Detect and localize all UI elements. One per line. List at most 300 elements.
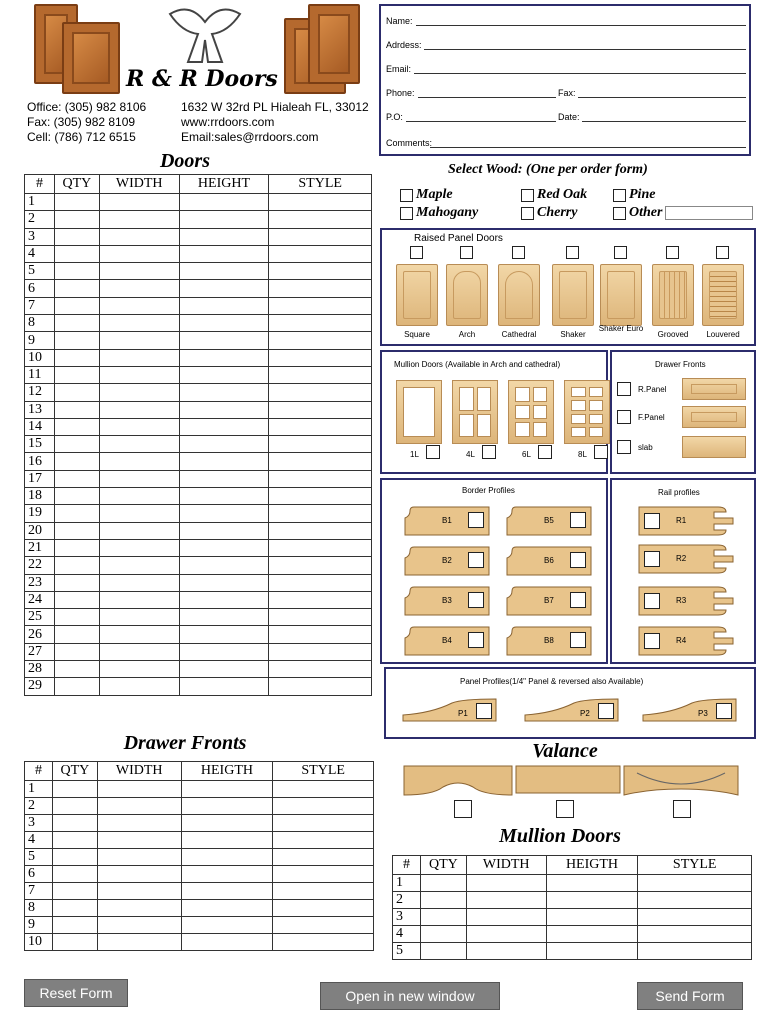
- logo-door-image-left-2: [62, 22, 120, 94]
- row-number: 19: [25, 505, 55, 522]
- height-cell[interactable]: [179, 609, 269, 626]
- height-cell[interactable]: [179, 194, 269, 211]
- width-cell[interactable]: [99, 539, 179, 556]
- height-cell[interactable]: [546, 875, 638, 892]
- mullion-options-panel: [380, 350, 608, 474]
- qty-cell[interactable]: [54, 557, 99, 574]
- door-row: [25, 574, 372, 591]
- border-B8-checkbox[interactable]: [570, 632, 586, 648]
- height-cell[interactable]: [179, 436, 269, 453]
- mahogany-checkbox[interactable]: [400, 207, 413, 220]
- row-number: 7: [25, 883, 53, 900]
- border-B8-label: B8: [544, 636, 554, 645]
- width-cell[interactable]: [99, 678, 179, 695]
- style-cell[interactable]: [269, 643, 372, 660]
- mullion-doors-title: Mullion Doors: [499, 825, 621, 847]
- raised-square-checkbox[interactable]: [410, 246, 423, 259]
- height-cell[interactable]: [179, 557, 269, 574]
- valance-2-checkbox[interactable]: [556, 800, 574, 818]
- style-cell[interactable]: [269, 505, 372, 522]
- height-cell[interactable]: [179, 643, 269, 660]
- style-cell[interactable]: [269, 245, 372, 262]
- height-cell[interactable]: [179, 539, 269, 556]
- red-oak-checkbox[interactable]: [521, 189, 534, 202]
- height-cell[interactable]: [179, 349, 269, 366]
- border-B4-label: B4: [442, 636, 452, 645]
- door-row: [25, 678, 372, 695]
- drawer-fronts-title: Drawer Fronts: [123, 732, 247, 754]
- raised-grooved-label: Grooved: [657, 330, 689, 339]
- rail-R1-checkbox[interactable]: [644, 513, 660, 529]
- height-cell[interactable]: [546, 909, 638, 926]
- row-number: 14: [25, 418, 55, 435]
- qty-cell[interactable]: [54, 453, 99, 470]
- other-input[interactable]: [665, 206, 753, 220]
- qty-cell[interactable]: [52, 883, 97, 900]
- height-cell[interactable]: [546, 892, 638, 909]
- qty-cell[interactable]: [54, 384, 99, 401]
- width-cell[interactable]: [99, 591, 179, 608]
- qty-cell[interactable]: [54, 228, 99, 245]
- qty-cell[interactable]: [54, 626, 99, 643]
- row-number: 8: [25, 900, 53, 917]
- width-cell[interactable]: [97, 781, 181, 798]
- raised-arch-checkbox[interactable]: [460, 246, 473, 259]
- width-cell[interactable]: [97, 866, 181, 883]
- raised-grooved-checkbox[interactable]: [666, 246, 679, 259]
- height-cell[interactable]: [179, 591, 269, 608]
- width-cell[interactable]: [99, 643, 179, 660]
- brand-name: R & R Doors: [126, 66, 278, 92]
- style-cell[interactable]: [269, 522, 372, 539]
- height-cell[interactable]: [546, 943, 638, 960]
- width-cell[interactable]: [97, 798, 181, 815]
- width-cell[interactable]: [99, 661, 179, 678]
- qty-cell[interactable]: [54, 349, 99, 366]
- valance-1-checkbox[interactable]: [454, 800, 472, 818]
- qty-cell[interactable]: [52, 900, 97, 917]
- height-cell[interactable]: [181, 798, 273, 815]
- style-cell[interactable]: [269, 263, 372, 280]
- rail-R3-checkbox[interactable]: [644, 593, 660, 609]
- door-row: [25, 522, 372, 539]
- rail-R4-checkbox[interactable]: [644, 633, 660, 649]
- qty-cell[interactable]: [52, 866, 97, 883]
- width-cell[interactable]: [99, 384, 179, 401]
- border-B3-checkbox[interactable]: [468, 592, 484, 608]
- address-field[interactable]: [386, 40, 746, 50]
- width-cell[interactable]: [99, 626, 179, 643]
- drawer-option-1-checkbox[interactable]: [617, 410, 631, 424]
- style-cell[interactable]: [273, 866, 374, 883]
- reset-form-button[interactable]: Reset Form: [24, 979, 128, 1007]
- po-field[interactable]: [386, 112, 556, 122]
- qty-cell[interactable]: [54, 661, 99, 678]
- drawer-row: [25, 781, 374, 798]
- cherry-checkbox[interactable]: [521, 207, 534, 220]
- style-cell[interactable]: [273, 900, 374, 917]
- width-cell[interactable]: [99, 574, 179, 591]
- qty-cell[interactable]: [54, 436, 99, 453]
- width-cell[interactable]: [99, 332, 179, 349]
- raised-panel-doors-panel: [380, 228, 756, 346]
- open-new-window-button[interactable]: Open in new window: [320, 982, 500, 1010]
- width-cell[interactable]: [99, 366, 179, 383]
- qty-cell[interactable]: [420, 943, 466, 960]
- style-cell[interactable]: [638, 892, 752, 909]
- qty-cell[interactable]: [52, 917, 97, 934]
- qty-cell[interactable]: [54, 280, 99, 297]
- mullion-6L-checkbox[interactable]: [538, 445, 552, 459]
- cherry-label: Cherry: [537, 205, 578, 220]
- height-cell[interactable]: [181, 866, 273, 883]
- border-B6-checkbox[interactable]: [570, 552, 586, 568]
- panel-P2-checkbox[interactable]: [598, 703, 614, 719]
- raised-shaker-checkbox[interactable]: [566, 246, 579, 259]
- height-cell[interactable]: [179, 470, 269, 487]
- width-cell[interactable]: [99, 349, 179, 366]
- logo-door-image-right-2: [308, 4, 360, 84]
- width-cell[interactable]: [97, 900, 181, 917]
- qty-cell[interactable]: [54, 643, 99, 660]
- style-cell[interactable]: [273, 781, 374, 798]
- style-cell[interactable]: [269, 280, 372, 297]
- style-cell[interactable]: [269, 626, 372, 643]
- style-cell[interactable]: [273, 917, 374, 934]
- style-cell[interactable]: [269, 591, 372, 608]
- row-number: 22: [25, 557, 55, 574]
- rail-R2-checkbox[interactable]: [644, 551, 660, 567]
- drawer-option-0-label: R.Panel: [638, 385, 667, 394]
- fax-field[interactable]: [558, 88, 746, 98]
- style-cell[interactable]: [269, 436, 372, 453]
- panel-P3-checkbox[interactable]: [716, 703, 732, 719]
- style-cell[interactable]: [269, 678, 372, 695]
- qty-cell[interactable]: [54, 297, 99, 314]
- style-cell[interactable]: [269, 315, 372, 332]
- style-cell[interactable]: [273, 815, 374, 832]
- height-cell[interactable]: [181, 781, 273, 798]
- qty-cell[interactable]: [420, 875, 466, 892]
- width-cell[interactable]: [97, 934, 181, 951]
- style-cell[interactable]: [269, 609, 372, 626]
- qty-cell[interactable]: [54, 591, 99, 608]
- wood-red-oak[interactable]: [521, 187, 587, 203]
- wood-pine[interactable]: [613, 187, 655, 203]
- mullion-4L-image: [452, 380, 498, 444]
- width-cell[interactable]: [99, 522, 179, 539]
- height-cell[interactable]: [179, 574, 269, 591]
- qty-cell[interactable]: [54, 539, 99, 556]
- raised-cathedral-checkbox[interactable]: [512, 246, 525, 259]
- height-cell[interactable]: [179, 418, 269, 435]
- row-number: 13: [25, 401, 55, 418]
- qty-cell[interactable]: [54, 401, 99, 418]
- height-cell[interactable]: [179, 522, 269, 539]
- qty-cell[interactable]: [54, 418, 99, 435]
- style-cell[interactable]: [269, 211, 372, 228]
- border-B5-checkbox[interactable]: [570, 512, 586, 528]
- style-cell[interactable]: [269, 228, 372, 245]
- width-cell[interactable]: [99, 315, 179, 332]
- height-cell[interactable]: [179, 401, 269, 418]
- doors-table: [24, 174, 372, 696]
- mullion-1L-image: [396, 380, 442, 444]
- width-cell[interactable]: [97, 849, 181, 866]
- style-cell[interactable]: [269, 194, 372, 211]
- height-cell[interactable]: [181, 917, 273, 934]
- width-cell[interactable]: [466, 875, 546, 892]
- date-field[interactable]: [558, 112, 746, 122]
- qty-cell[interactable]: [54, 263, 99, 280]
- style-cell[interactable]: [273, 832, 374, 849]
- height-cell[interactable]: [546, 926, 638, 943]
- height-cell[interactable]: [179, 488, 269, 505]
- other-label: Other: [629, 205, 663, 220]
- mullion-8L-image: [564, 380, 610, 444]
- drawer-option-0-checkbox[interactable]: [617, 382, 631, 396]
- row-number: 10: [25, 934, 53, 951]
- door-row: [25, 228, 372, 245]
- width-cell[interactable]: [99, 194, 179, 211]
- qty-cell[interactable]: [420, 909, 466, 926]
- qty-cell[interactable]: [54, 332, 99, 349]
- style-cell[interactable]: [269, 488, 372, 505]
- drawer-row: [25, 815, 374, 832]
- style-cell[interactable]: [273, 883, 374, 900]
- border-B7-checkbox[interactable]: [570, 592, 586, 608]
- style-cell[interactable]: [269, 401, 372, 418]
- height-cell[interactable]: [181, 849, 273, 866]
- style-cell[interactable]: [638, 926, 752, 943]
- qty-cell[interactable]: [54, 245, 99, 262]
- height-cell[interactable]: [179, 678, 269, 695]
- raised-euro-image: [600, 264, 642, 326]
- height-cell[interactable]: [181, 883, 273, 900]
- qty-cell[interactable]: [54, 211, 99, 228]
- height-cell[interactable]: [179, 505, 269, 522]
- valance-title: Valance: [532, 740, 598, 762]
- border-B4-checkbox[interactable]: [468, 632, 484, 648]
- door-row: [25, 557, 372, 574]
- qty-cell[interactable]: [52, 781, 97, 798]
- height-cell[interactable]: [181, 832, 273, 849]
- pine-checkbox[interactable]: [613, 189, 626, 202]
- style-cell[interactable]: [269, 418, 372, 435]
- raised-louvered-image: [702, 264, 744, 326]
- row-number: 2: [25, 798, 53, 815]
- panel-profiles-panel: [384, 667, 756, 739]
- height-cell[interactable]: [179, 228, 269, 245]
- qty-cell[interactable]: [54, 470, 99, 487]
- wood-other[interactable]: [613, 205, 753, 221]
- style-cell[interactable]: [638, 909, 752, 926]
- width-cell[interactable]: [99, 557, 179, 574]
- height-cell[interactable]: [179, 661, 269, 678]
- width-cell[interactable]: [99, 211, 179, 228]
- style-cell[interactable]: [273, 934, 374, 951]
- width-cell[interactable]: [99, 505, 179, 522]
- qty-cell[interactable]: [54, 315, 99, 332]
- raised-euro-checkbox[interactable]: [614, 246, 627, 259]
- col-style: STYLE: [269, 175, 372, 194]
- comments-field[interactable]: [386, 138, 746, 148]
- drawer-row: [25, 883, 374, 900]
- wood-cherry[interactable]: [521, 205, 577, 221]
- qty-cell[interactable]: [54, 574, 99, 591]
- width-cell[interactable]: [99, 228, 179, 245]
- mullion-options-title: Mullion Doors (Available in Arch and cathedral): [394, 360, 561, 369]
- width-cell[interactable]: [97, 832, 181, 849]
- style-cell[interactable]: [269, 384, 372, 401]
- drawer-option-0-image: [682, 378, 746, 400]
- mullion-4L-checkbox[interactable]: [482, 445, 496, 459]
- mullion-8L-checkbox[interactable]: [594, 445, 608, 459]
- logo-monogram: [160, 4, 250, 68]
- width-cell[interactable]: [99, 245, 179, 262]
- maple-checkbox[interactable]: [400, 189, 413, 202]
- drawer-row: [25, 934, 374, 951]
- qty-cell[interactable]: [52, 849, 97, 866]
- door-row: [25, 539, 372, 556]
- row-number: 17: [25, 470, 55, 487]
- style-cell[interactable]: [273, 849, 374, 866]
- style-cell[interactable]: [269, 574, 372, 591]
- width-cell[interactable]: [99, 488, 179, 505]
- width-cell[interactable]: [466, 892, 546, 909]
- street-address: 1632 W 32rd PL Hialeah FL, 33012: [181, 100, 369, 114]
- border-B2-checkbox[interactable]: [468, 552, 484, 568]
- width-cell[interactable]: [99, 436, 179, 453]
- style-cell[interactable]: [273, 798, 374, 815]
- red-oak-label: Red Oak: [537, 187, 588, 202]
- mullion-row: [393, 926, 752, 943]
- width-cell[interactable]: [97, 917, 181, 934]
- qty-cell[interactable]: [54, 194, 99, 211]
- raised-arch-label: Arch: [458, 330, 476, 339]
- valance-3-checkbox[interactable]: [673, 800, 691, 818]
- style-cell[interactable]: [269, 470, 372, 487]
- height-cell[interactable]: [179, 453, 269, 470]
- height-cell[interactable]: [179, 263, 269, 280]
- row-number: 4: [25, 832, 53, 849]
- mullion-row: [393, 892, 752, 909]
- border-profiles-title: Border Profiles: [462, 486, 515, 495]
- style-cell[interactable]: [269, 349, 372, 366]
- qty-cell[interactable]: [54, 366, 99, 383]
- mullion-1L-checkbox[interactable]: [426, 445, 440, 459]
- style-cell[interactable]: [269, 661, 372, 678]
- height-cell[interactable]: [181, 934, 273, 951]
- drawer-row: [25, 917, 374, 934]
- width-cell[interactable]: [99, 453, 179, 470]
- style-cell[interactable]: [269, 366, 372, 383]
- style-cell[interactable]: [269, 539, 372, 556]
- raised-louvered-checkbox[interactable]: [716, 246, 729, 259]
- qty-cell[interactable]: [52, 798, 97, 815]
- height-cell[interactable]: [181, 900, 273, 917]
- wood-title: Select Wood: (One per order form): [448, 162, 648, 177]
- name-field[interactable]: [386, 16, 746, 26]
- qty-cell[interactable]: [52, 815, 97, 832]
- width-cell[interactable]: [99, 609, 179, 626]
- row-number: 29: [25, 678, 55, 695]
- drawer-option-2-checkbox[interactable]: [617, 440, 631, 454]
- qty-cell[interactable]: [52, 832, 97, 849]
- height-cell[interactable]: [179, 315, 269, 332]
- height-cell[interactable]: [179, 384, 269, 401]
- style-cell[interactable]: [638, 875, 752, 892]
- rail-R2-label: R2: [676, 554, 687, 563]
- raised-grooved-image: [652, 264, 694, 326]
- height-cell[interactable]: [179, 245, 269, 262]
- width-cell[interactable]: [97, 883, 181, 900]
- height-cell[interactable]: [179, 626, 269, 643]
- wood-maple[interactable]: [400, 187, 453, 203]
- panel-P1-checkbox[interactable]: [476, 703, 492, 719]
- width-cell[interactable]: [99, 263, 179, 280]
- style-cell[interactable]: [269, 453, 372, 470]
- width-cell[interactable]: [99, 280, 179, 297]
- qty-cell[interactable]: [420, 926, 466, 943]
- width-cell[interactable]: [99, 470, 179, 487]
- width-cell[interactable]: [99, 297, 179, 314]
- row-number: 2: [393, 892, 421, 909]
- phone-field[interactable]: [386, 88, 556, 98]
- qty-cell[interactable]: [54, 678, 99, 695]
- qty-cell[interactable]: [52, 934, 97, 951]
- border-B1-checkbox[interactable]: [468, 512, 484, 528]
- drawer-header-row: [25, 762, 374, 781]
- style-cell[interactable]: [269, 332, 372, 349]
- other-checkbox[interactable]: [613, 207, 626, 220]
- height-cell[interactable]: [179, 332, 269, 349]
- height-cell[interactable]: [179, 297, 269, 314]
- drawer-front-options-panel: [610, 350, 756, 474]
- qty-cell[interactable]: [54, 505, 99, 522]
- email-field[interactable]: [386, 64, 746, 74]
- height-cell[interactable]: [179, 280, 269, 297]
- width-cell[interactable]: [466, 909, 546, 926]
- style-cell[interactable]: [638, 943, 752, 960]
- office-phone: Office: (305) 982 8106: [27, 100, 147, 114]
- door-row: [25, 280, 372, 297]
- door-row: [25, 436, 372, 453]
- height-cell[interactable]: [179, 211, 269, 228]
- style-cell[interactable]: [269, 297, 372, 314]
- row-number: 6: [25, 866, 53, 883]
- width-cell[interactable]: [99, 418, 179, 435]
- valance-style-1: [403, 765, 513, 799]
- col-number: #: [393, 856, 421, 875]
- height-cell[interactable]: [181, 815, 273, 832]
- row-number: 25: [25, 609, 55, 626]
- width-cell[interactable]: [466, 926, 546, 943]
- style-cell[interactable]: [269, 557, 372, 574]
- email-label: Email:: [386, 64, 412, 74]
- qty-cell[interactable]: [54, 488, 99, 505]
- width-cell[interactable]: [97, 815, 181, 832]
- qty-cell[interactable]: [54, 609, 99, 626]
- send-form-button[interactable]: Send Form: [637, 982, 743, 1010]
- qty-cell[interactable]: [54, 522, 99, 539]
- raised-cathedral-image: [498, 264, 540, 326]
- wood-mahogany[interactable]: [400, 205, 478, 221]
- qty-cell[interactable]: [420, 892, 466, 909]
- height-cell[interactable]: [179, 366, 269, 383]
- width-cell[interactable]: [466, 943, 546, 960]
- width-cell[interactable]: [99, 401, 179, 418]
